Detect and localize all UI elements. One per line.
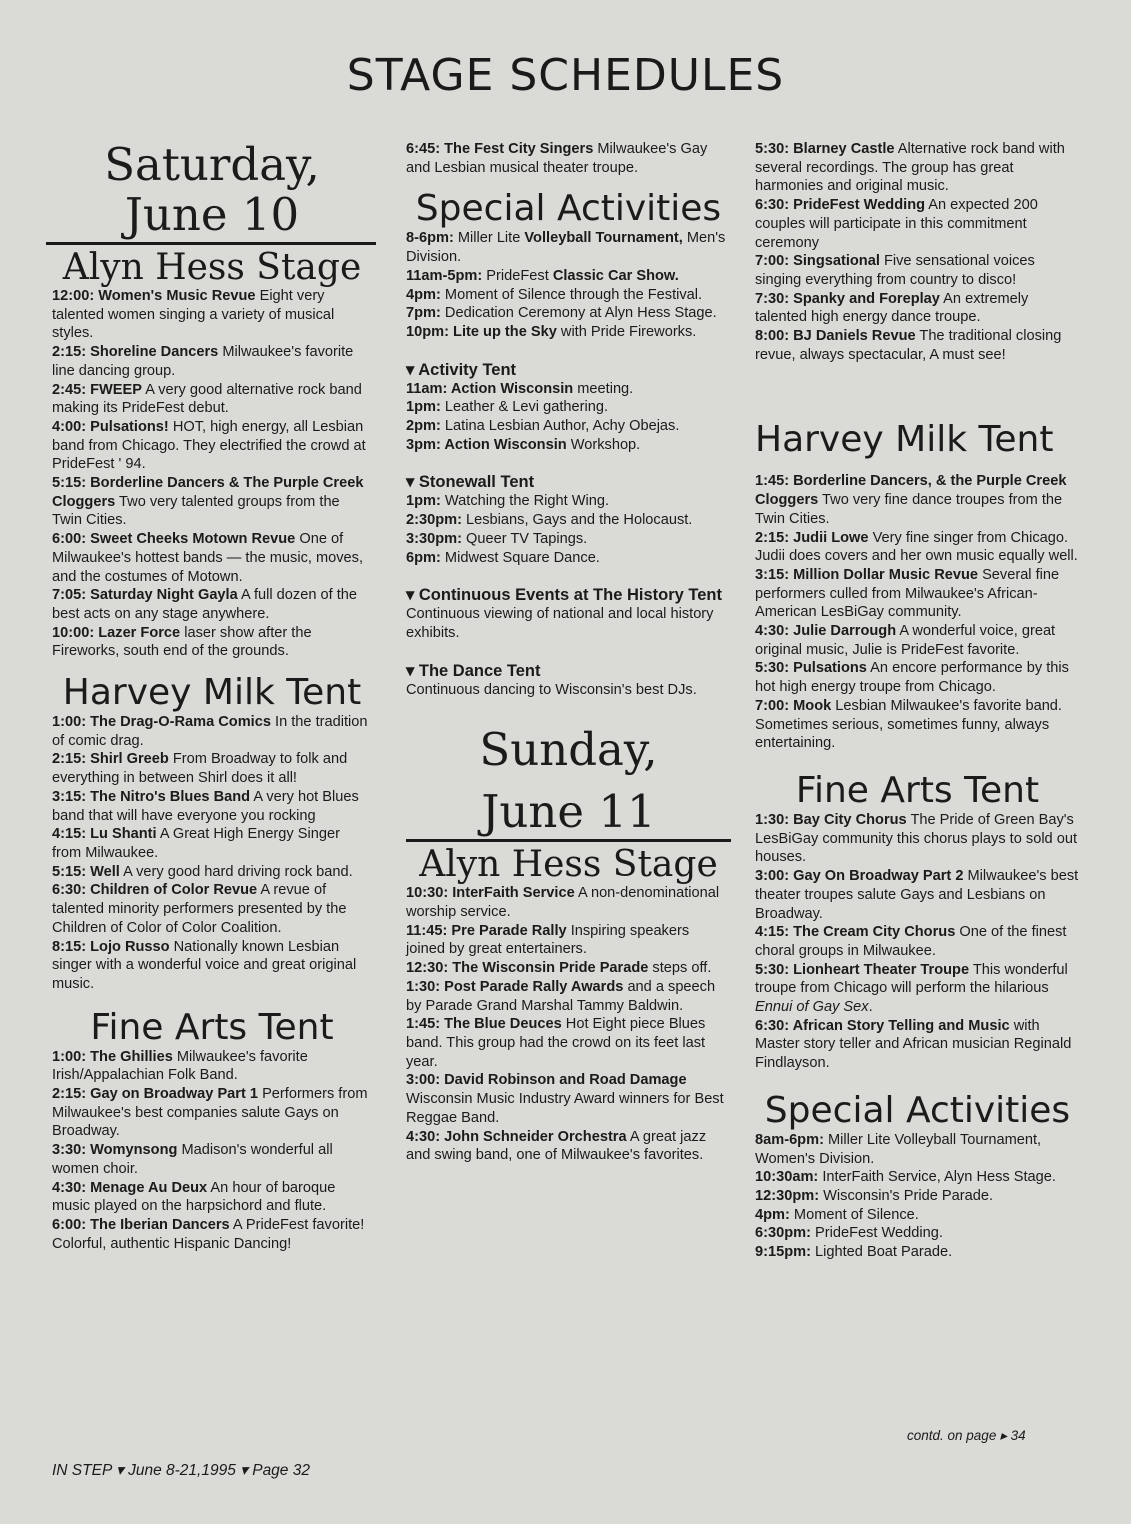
- entry-desc: HOT, high energy, all Lesbian band from Chicago. They electrified the crowd at PrideFest ' 94.: [52, 418, 366, 473]
- entry-desc: A very good alternative rock band making its PrideFest debut.: [52, 381, 362, 417]
- entry-desc: Moment of Silence through the Festival.: [440, 286, 703, 303]
- activity-tent-list: [406, 380, 731, 455]
- entry-time: 4:15: Lu Shanti: [52, 826, 157, 843]
- entry-desc: Milwaukee's favorite Irish/Appalachian Folk Band.: [52, 1048, 308, 1084]
- entry-time: 7:00: Singsational: [755, 253, 880, 270]
- entry-desc: An extremely talented high energy dance troupe.: [755, 290, 1029, 326]
- lionheart-entry: 5:30: Lionheart Theater Troupe This wonderful troupe from Chicago will perform the hilarious Ennui of Gay Sex.: [755, 961, 1068, 1016]
- page-title: STAGE SCHEDULES: [346, 50, 785, 101]
- entry-time: 1:45: Borderline Dancers, & the Purple Creek Cloggers: [755, 473, 1067, 509]
- entry-desc: Lesbian Milwaukee's favorite band. Sometimes serious, sometimes funny, always entertaining.: [755, 697, 1062, 752]
- entry-desc: A great jazz and swing band, one of Milwaukee's favorites.: [406, 1128, 707, 1164]
- entry-desc: Milwaukee's favorite line dancing group.: [52, 344, 354, 379]
- entry-time: 3:00: Gay On Broadway Part 2: [755, 868, 964, 885]
- entry-time: 8:00: BJ Daniels Revue: [755, 328, 916, 345]
- schedule-entry: [52, 713, 372, 750]
- schedule-entry: [406, 511, 731, 530]
- entry-time: 4:30: John Schneider Orchestra: [406, 1128, 627, 1145]
- schedule-entry: [406, 1015, 731, 1071]
- schedule-entry: [406, 530, 731, 549]
- schedule-entry: [755, 529, 1080, 566]
- schedule-entry: [755, 659, 1080, 696]
- schedule-entry: [406, 304, 731, 323]
- entry-time: 6:30: Children of Color Revue: [52, 882, 258, 899]
- schedule-entry: [406, 1071, 731, 1127]
- entry-desc: Inspiring speakers joined by great entertainers.: [406, 922, 690, 958]
- entry-time: 8:15: Lojo Russo: [52, 938, 170, 955]
- stonewall-tent-list: [406, 492, 731, 567]
- entry-desc: Miller Lite Volleyball Tournament, Women's Division.: [755, 1131, 1042, 1167]
- entry-time: 5:15: Borderline Dancers & The Purple Creek Cloggers: [52, 475, 364, 510]
- entry-time: 2:15: Judii Lowe: [755, 529, 869, 546]
- entry-time: 10:00: Lazer Force: [52, 624, 181, 641]
- schedule-entry: [406, 286, 731, 305]
- schedule-entry: [406, 417, 731, 436]
- entry-desc: A PrideFest favorite! Colorful, authentic Hispanic Dancing!: [52, 1216, 365, 1252]
- entry-time: 6:00: Sweet Cheeks Motown Revue: [52, 531, 296, 548]
- sun-special-title: Special Activities: [764, 1089, 1071, 1131]
- sat-harvey-milk-list: [52, 713, 372, 994]
- schedule-entry: [406, 959, 731, 978]
- entry-desc: Two very talented groups from the Twin Cities.: [52, 493, 340, 529]
- sun-alyn-hess-title: Alyn Hess Stage: [419, 844, 718, 886]
- entry-time: 8am-6pm:: [755, 1131, 824, 1148]
- entry-time: 11:45: Pre Parade Rally: [406, 922, 567, 939]
- entry-time: 2pm:: [406, 418, 441, 435]
- schedule-entry: [52, 938, 372, 994]
- entry-desc: steps off.: [648, 960, 712, 977]
- entry-time: 10:30: InterFaith Service: [406, 885, 575, 902]
- entry-time: 3:30: Womynsong: [52, 1142, 178, 1159]
- fest-city-entry: 6:45: The Fest City Singers Milwaukee's Gay and Lesbian musical theater troupe.: [406, 141, 708, 176]
- schedule-entry: [52, 586, 372, 623]
- schedule-entry: [52, 287, 372, 343]
- entry-time: 7:30: Spanky and Foreplay: [755, 290, 940, 307]
- entry-desc: A non-denominational worship service.: [406, 885, 720, 921]
- schedule-entry: [755, 923, 1080, 960]
- entry-desc: Eight very talented women singing a variety of musical styles.: [52, 288, 335, 342]
- dance-tent-title: ▾ The Dance Tent: [406, 661, 541, 680]
- schedule-entry: [406, 323, 731, 342]
- entry-time: 2:30pm:: [406, 512, 462, 529]
- entry-desc: Madison's wonderful all women choir.: [52, 1142, 333, 1177]
- entry-time: 6:00: The Iberian Dancers: [52, 1216, 230, 1233]
- schedule-entry: [755, 472, 1080, 528]
- column-3: [755, 140, 1080, 1262]
- entry-time: 7:05: Saturday Night Gayla: [52, 587, 238, 604]
- schedule-entry: [755, 566, 1080, 622]
- entry-time: 9:15pm:: [755, 1244, 811, 1261]
- entry-time: 2:15: Gay on Broadway Part 1: [52, 1086, 259, 1103]
- schedule-entry: [755, 697, 1080, 753]
- entry-desc: Workshop.: [566, 436, 641, 453]
- schedule-entry: [406, 229, 731, 266]
- sunday-rule: [406, 839, 731, 842]
- entry-time: 1:00: The Drag-O-Rama Comics: [52, 714, 271, 731]
- entry-time: 1:30: Bay City Chorus: [755, 811, 907, 828]
- sunday-heading-day: Sunday,: [479, 723, 658, 777]
- entry-desc: A wonderful voice, great original music, Julie is PrideFest favorite.: [755, 623, 1056, 658]
- entry-desc: Wisconsin's Pride Parade.: [819, 1187, 994, 1204]
- entry-desc: In the tradition of comic drag.: [52, 714, 368, 749]
- entry-time: 3:30pm:: [406, 530, 462, 547]
- schedule-entry: [755, 811, 1080, 867]
- entry-desc: One of the finest choral groups in Milwaukee.: [755, 924, 1067, 959]
- schedule-entry: [52, 881, 372, 937]
- entry-highlight: Volleyball Tournament,: [524, 230, 683, 247]
- schedule-entry: [755, 867, 1080, 923]
- schedule-entry: [52, 825, 372, 862]
- entry-time: 4pm:: [406, 286, 441, 303]
- entry-desc: Queer TV Tapings.: [461, 530, 588, 547]
- entry-desc: Very fine singer from Chicago. Judii does covers and her own music equally well.: [755, 529, 1078, 565]
- entry-time: 1:45: The Blue Deuces: [406, 1016, 562, 1033]
- schedule-entry: [52, 750, 372, 787]
- entry-desc: with Pride Fireworks.: [556, 323, 697, 340]
- entry-desc: Milwaukee's best theater troupes salute Gays and Lesbians on Broadway.: [755, 868, 1079, 922]
- entry-desc: A Great High Energy Singer from Milwaukee.: [52, 826, 340, 861]
- entry-desc: Latina Lesbian Author, Achy Obejas.: [440, 418, 680, 435]
- entry-time: 12:30: The Wisconsin Pride Parade: [406, 960, 649, 977]
- history-tent-desc: Continuous viewing of national and local history exhibits.: [406, 606, 714, 641]
- entry-time: 4:30: Julie Darrough: [755, 623, 897, 640]
- schedule-entry: [755, 1243, 1080, 1262]
- entry-time: 3pm: Action Wisconsin: [406, 436, 567, 453]
- entry-time: 6:30pm:: [755, 1225, 811, 1242]
- saturday-heading-date: June 10: [124, 188, 300, 241]
- entry-time: 5:15: Well: [52, 863, 120, 880]
- schedule-entry: [755, 1224, 1080, 1243]
- entry-time: 7pm:: [406, 305, 441, 322]
- entry-time: 6:30: PrideFest Wedding: [755, 197, 926, 214]
- entry-desc: A very good hard driving rock band.: [119, 863, 353, 880]
- entry-time: 7:00: Mook: [755, 697, 832, 714]
- schedule-entry: [406, 1128, 731, 1165]
- schedule-entry: [52, 1216, 372, 1253]
- entry-desc: PrideFest Wedding.: [810, 1225, 943, 1242]
- entry-desc: PrideFest: [482, 267, 553, 284]
- schedule-entry: [755, 1131, 1080, 1168]
- schedule-entry: [406, 436, 731, 455]
- sat-harvey-milk-title: Harvey Milk Tent: [62, 672, 362, 714]
- entry-time: 1pm:: [406, 399, 441, 416]
- schedule-entry: [755, 1168, 1080, 1187]
- entry-time: 2:45: FWEEP: [52, 381, 143, 398]
- entry-time: 4:30: Menage Au Deux: [52, 1179, 208, 1196]
- entry-desc: Two very fine dance troupes from the Twin Cities.: [755, 492, 1063, 527]
- schedule-entry: [406, 549, 731, 568]
- entry-desc: Wisconsin Music Industry Award winners for Best Reggae Band.: [406, 1091, 724, 1126]
- history-tent-title: ▾ Continuous Events at The History Tent: [406, 586, 722, 605]
- entry-time: 1:00: The Ghillies: [52, 1048, 173, 1065]
- entry-desc: Lesbians, Gays and the Holocaust.: [461, 512, 693, 529]
- sat-alyn-hess-list: [52, 287, 372, 661]
- entry-desc: Midwest Square Dance.: [440, 549, 600, 566]
- entry-desc: From Broadway to folk and everything in between Shirl does it all!: [52, 751, 348, 787]
- entry-time: 10:30am:: [755, 1169, 819, 1186]
- schedule-entry: [52, 863, 372, 882]
- entry-highlight: Classic Car Show.: [552, 267, 679, 284]
- entry-desc: An hour of baroque music played on the harpsichord and flute.: [52, 1179, 336, 1215]
- entry-time: 2:15: Shoreline Dancers: [52, 344, 219, 361]
- entry-time: 11am: Action Wisconsin: [406, 380, 574, 397]
- schedule-entry: [755, 196, 1080, 252]
- entry-desc: Five sensational voices singing everything from country to disco!: [755, 253, 1035, 288]
- entry-time: 10pm: Lite up the Sky: [406, 323, 557, 340]
- entry-time: 2:15: Shirl Greeb: [52, 751, 169, 768]
- entry-desc-tail: Men's Division.: [406, 230, 726, 266]
- entry-desc: Miller Lite: [453, 230, 525, 247]
- schedule-entry: [52, 343, 372, 380]
- dance-tent-desc: Continuous dancing to Wisconsin's best DJs.: [406, 681, 697, 698]
- entry-desc: Watching the Right Wing.: [440, 493, 610, 510]
- sat-fine-arts-list: [52, 1048, 372, 1254]
- sun-fine-arts-list: [755, 811, 1080, 961]
- entry-desc: A full dozen of the best acts on any stage anywhere.: [52, 587, 358, 622]
- sun-harvey-milk-list: [755, 472, 1080, 753]
- saturday-heading: [52, 140, 372, 240]
- page-footer: IN STEP ▾ June 8-21,1995 ▾ Page 32: [52, 1462, 310, 1479]
- entry-desc: A revue of talented minority performers presented by the Children of Color of Color Coalition.: [52, 882, 347, 936]
- schedule-entry: [52, 418, 372, 474]
- entry-desc: A very hot Blues band that will have everyone you rocking: [52, 788, 359, 824]
- schedule-entry: [52, 788, 372, 825]
- entry-desc: One of Milwaukee's hottest bands — the music, moves, and the costumes of Motown.: [52, 531, 364, 585]
- entry-time: 1:30: Post Parade Rally Awards: [406, 978, 624, 995]
- column-2: [406, 140, 731, 1165]
- sun-special-list: [755, 1131, 1080, 1262]
- entry-time: 4:00: Pulsations!: [52, 418, 169, 435]
- schedule-entry: [52, 1179, 372, 1216]
- schedule-entry: [406, 380, 731, 399]
- entry-desc: and a speech by Parade Grand Marshal Tammy Baldwin.: [406, 978, 716, 1014]
- entry-desc: Leather & Levi gathering.: [440, 399, 609, 416]
- saturday-rule: [46, 242, 376, 245]
- entry-desc: InterFaith Service, Alyn Hess Stage.: [818, 1169, 1056, 1186]
- schedule-entry: [52, 624, 372, 661]
- entry-desc: Lighted Boat Parade.: [810, 1244, 953, 1261]
- entry-time: 8-6pm:: [406, 230, 454, 247]
- schedule-entry: [406, 267, 731, 286]
- entry-desc: Moment of Silence.: [789, 1206, 919, 1223]
- schedule-entry: [406, 492, 731, 511]
- saturday-heading-day: Saturday,: [104, 138, 320, 191]
- activity-tent-title: ▾ Activity Tent: [406, 360, 517, 379]
- entry-desc: The Pride of Green Bay's LesBiGay community this chorus plays to sold out houses.: [755, 811, 1078, 866]
- entry-time: 12:30pm:: [755, 1187, 820, 1204]
- entry-time: 3:15: Million Dollar Music Revue: [755, 566, 979, 583]
- schedule-entry: [755, 140, 1080, 196]
- sun-alyn-hess-list-b: [755, 140, 1080, 364]
- column-1: [52, 140, 372, 1253]
- schedule-entry: [406, 884, 731, 921]
- schedule-entry: [406, 922, 731, 959]
- sat-special-title: Special Activities: [415, 188, 722, 230]
- entry-time: 11am-5pm:: [406, 267, 483, 284]
- entry-desc: The traditional closing revue, always spectacular, A must see!: [755, 328, 1062, 363]
- schedule-entry: [755, 622, 1080, 659]
- sat-alyn-hess-title: Alyn Hess Stage: [62, 247, 362, 288]
- sunday-heading-date: June 11: [481, 785, 656, 839]
- schedule-entry: [755, 290, 1080, 327]
- entry-time: 5:30: Pulsations: [755, 660, 867, 677]
- entry-desc: meeting.: [573, 380, 634, 397]
- entry-desc: Several fine performers culled from Milwaukee's African-American LesBiGay community.: [755, 566, 1060, 621]
- schedule-entry: [755, 1206, 1080, 1225]
- schedule-entry: [755, 327, 1080, 364]
- entry-desc: Performers from Milwaukee's best companies salute Gays on Broadway.: [52, 1086, 368, 1140]
- african-entry: 6:30: African Story Telling and Music with Master story teller and African musician Reginald Findlayson.: [755, 1017, 1072, 1072]
- schedule-entry: [52, 381, 372, 418]
- entry-time: 6pm:: [406, 549, 441, 566]
- sun-harvey-milk-title: Harvey Milk Tent: [755, 419, 1054, 461]
- entry-desc: An encore performance by this hot high energy troupe from Chicago.: [755, 660, 1069, 696]
- entry-time: 4:15: The Cream City Chorus: [755, 924, 956, 941]
- schedule-entry: [406, 978, 731, 1015]
- entry-desc: laser show after the Fireworks, south end of the grounds.: [52, 624, 312, 660]
- continued-note: contd. on page ▸ 34: [907, 1428, 1026, 1443]
- sat-special-list: [406, 229, 731, 341]
- entry-desc: Nationally known Lesbian singer with a wonderful voice and great original music.: [52, 938, 357, 992]
- entry-desc: Dedication Ceremony at Alyn Hess Stage.: [440, 305, 717, 322]
- entry-time: 3:15: The Nitro's Blues Band: [52, 788, 251, 805]
- schedule-entry: [52, 1085, 372, 1141]
- entry-time: 4pm:: [755, 1206, 790, 1223]
- entry-time: 12:00: Women's Music Revue: [52, 288, 256, 304]
- entry-desc: Hot Eight piece Blues band. This group had the crowd on its feet last year.: [406, 1016, 706, 1070]
- sun-alyn-hess-list-a: [406, 884, 731, 1165]
- schedule-entry: [52, 474, 372, 530]
- schedule-entry: [52, 530, 372, 586]
- entry-time: 1pm:: [406, 493, 441, 510]
- entry-desc: Alternative rock band with several recordings. The group has great harmonies and original music.: [755, 141, 1065, 195]
- sun-fine-arts-title: Fine Arts Tent: [795, 769, 1040, 811]
- entry-time: 3:00: David Robinson and Road Damage: [406, 1072, 687, 1089]
- schedule-entry: [406, 398, 731, 417]
- entry-time: 5:30: Blarney Castle: [755, 141, 895, 157]
- schedule-entry: [755, 252, 1080, 289]
- sunday-heading: [406, 725, 731, 837]
- schedule-entry: [52, 1141, 372, 1178]
- sat-fine-arts-title: Fine Arts Tent: [90, 1006, 334, 1048]
- entry-desc: An expected 200 couples will participate in this commitment ceremony: [755, 197, 1038, 251]
- schedule-entry: [755, 1187, 1080, 1206]
- stonewall-tent-title: ▾ Stonewall Tent: [406, 473, 535, 492]
- schedule-entry: [52, 1048, 372, 1085]
